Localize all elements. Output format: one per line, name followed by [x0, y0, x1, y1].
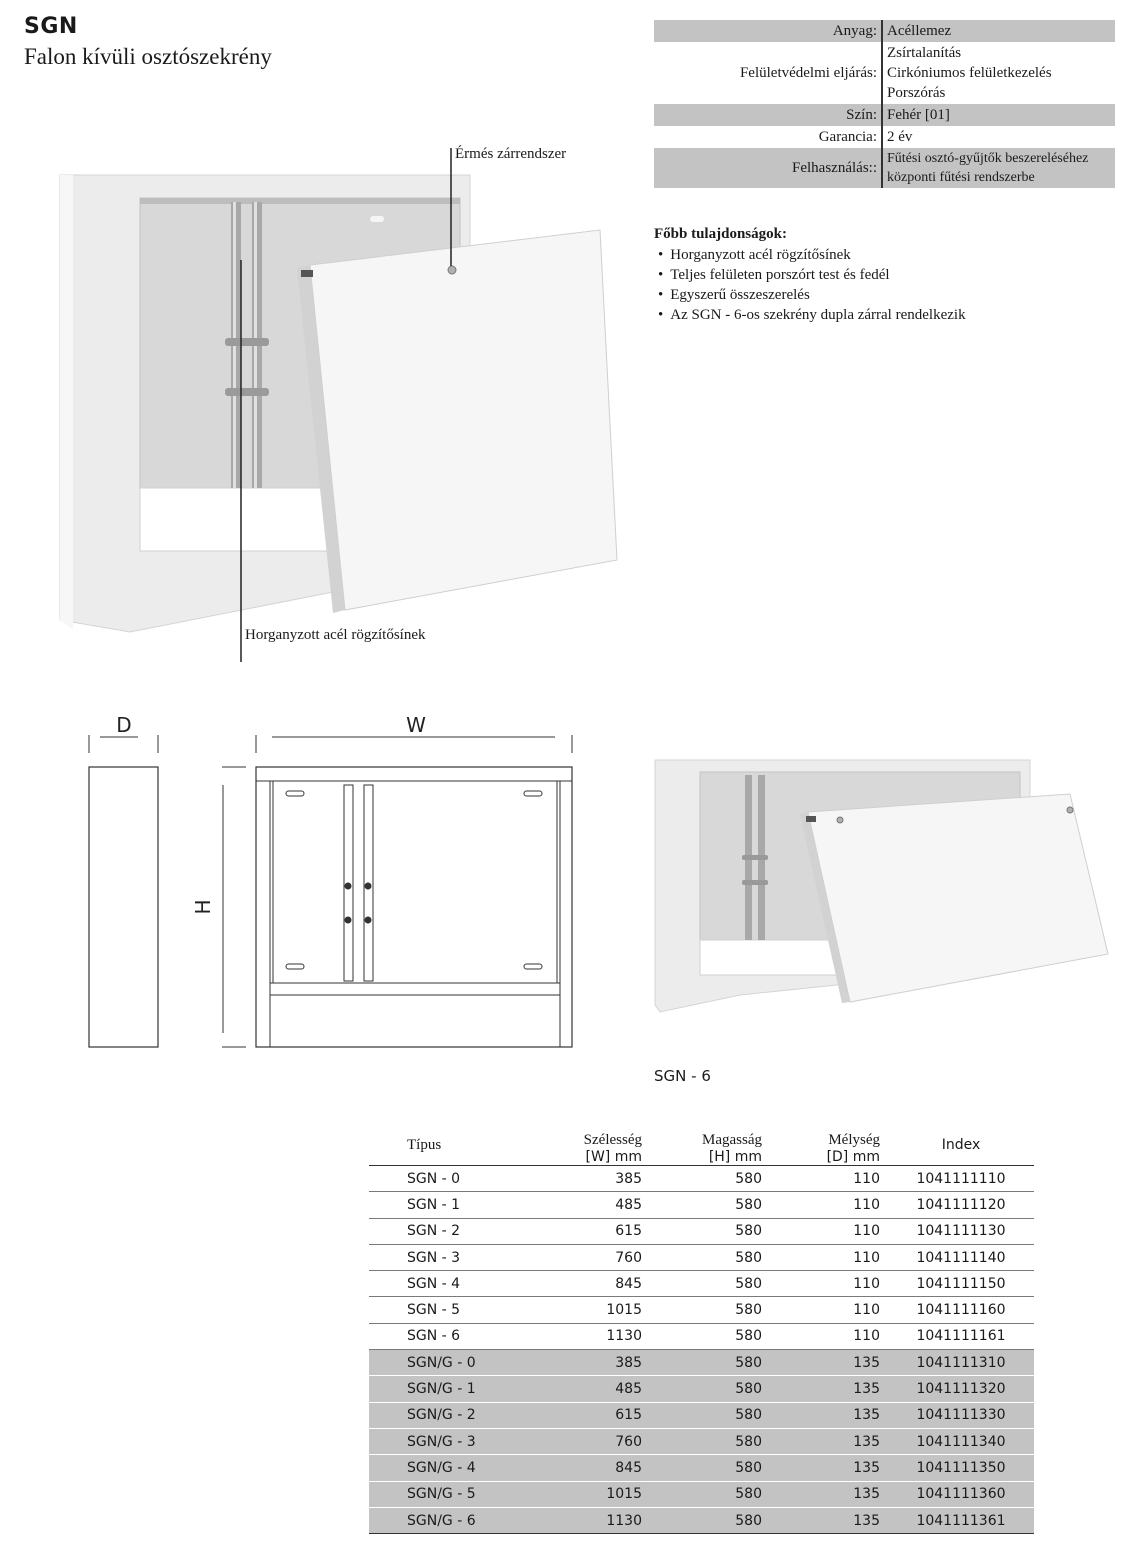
cell-depth: 135: [770, 1455, 888, 1481]
cabinet-photo-sgn6: [650, 750, 1120, 1020]
cell-type: SGN/G - 3: [369, 1428, 547, 1454]
spec-value-line: Porszórás: [887, 85, 946, 101]
cell-width: 760: [547, 1428, 652, 1454]
cell-index: 1041111161: [888, 1323, 1034, 1349]
cell-width: 845: [547, 1455, 652, 1481]
table-row: [369, 1297, 1034, 1323]
cell-index: 1041111160: [888, 1297, 1034, 1323]
cell-height: 580: [652, 1244, 770, 1270]
side-view-drawing: [89, 713, 158, 1047]
spec-value-line: Acéllemez: [887, 23, 952, 39]
cell-index: 1041111340: [888, 1428, 1034, 1454]
cell-index: 1041111320: [888, 1376, 1034, 1402]
cell-depth: 110: [770, 1218, 888, 1244]
cell-type: SGN - 4: [369, 1271, 547, 1297]
cell-depth: 110: [770, 1271, 888, 1297]
spec-value: [882, 148, 1115, 188]
spec-row: [654, 104, 1115, 126]
cell-type: SGN - 5: [369, 1297, 547, 1323]
cabinet-photo-open: [55, 140, 635, 670]
cell-height: 580: [652, 1218, 770, 1244]
table-row: [369, 1218, 1034, 1244]
rail-label: Horganyzott acél rögzítősínek: [245, 627, 426, 643]
feature-item: • Teljes felületen porszórt test és fedél: [658, 265, 966, 285]
table-row: [369, 1192, 1034, 1218]
table-row: [369, 1323, 1034, 1349]
cell-width: 615: [547, 1218, 652, 1244]
spec-value: [882, 42, 1115, 104]
spec-value: [882, 104, 1115, 126]
spec-key: Garancia:: [654, 126, 882, 148]
features-list: [658, 245, 966, 325]
table-row: [369, 1350, 1034, 1376]
col-height-header: Magasság [H] mm: [652, 1125, 770, 1166]
cell-height: 580: [652, 1507, 770, 1533]
cell-type: SGN - 1: [369, 1192, 547, 1218]
cell-width: 845: [547, 1271, 652, 1297]
spec-table: [654, 20, 1115, 188]
spec-value-line: Fűtési osztó-gyűjtők beszereléséhez: [887, 151, 1089, 166]
cell-width: 485: [547, 1376, 652, 1402]
spec-row: [654, 148, 1115, 188]
col-index-header: Index: [888, 1125, 1034, 1166]
cell-depth: 135: [770, 1481, 888, 1507]
cell-height: 580: [652, 1402, 770, 1428]
cell-type: SGN/G - 1: [369, 1376, 547, 1402]
feature-item: • Horganyzott acél rögzítősínek: [658, 245, 966, 265]
coin-lock-icon: [448, 266, 456, 274]
feature-item: • Az SGN - 6-os szekrény dupla zárral rendelkezik: [658, 305, 966, 325]
cell-width: 615: [547, 1402, 652, 1428]
lock-icon-left: [837, 817, 843, 823]
cell-width: 485: [547, 1192, 652, 1218]
table-row: [369, 1271, 1034, 1297]
cell-width: 385: [547, 1166, 652, 1192]
cell-width: 1015: [547, 1481, 652, 1507]
cell-index: 1041111110: [888, 1166, 1034, 1192]
table-row: [369, 1481, 1034, 1507]
spec-value: [882, 20, 1115, 42]
product-subtitle: Falon kívüli osztószekrény: [24, 44, 272, 69]
table-row: [369, 1376, 1034, 1402]
cell-height: 580: [652, 1350, 770, 1376]
spec-value: [882, 126, 1115, 148]
table-row: [369, 1428, 1034, 1454]
spec-value-line: Cirkóniumos felületkezelés: [887, 65, 1052, 81]
cell-depth: 135: [770, 1376, 888, 1402]
spec-value-line: 2 év: [887, 129, 913, 145]
cell-index: 1041111150: [888, 1271, 1034, 1297]
col-width-header: Szélesség [W] mm: [547, 1125, 652, 1166]
cell-width: 760: [547, 1244, 652, 1270]
cell-depth: 135: [770, 1428, 888, 1454]
features-title: Főbb tulajdonságok:: [654, 226, 787, 242]
cell-width: 1130: [547, 1323, 652, 1349]
spec-row: [654, 126, 1115, 148]
cell-index: 1041111130: [888, 1218, 1034, 1244]
cell-depth: 110: [770, 1297, 888, 1323]
spec-key: Szín:: [654, 104, 882, 126]
sgn6-caption: SGN - 6: [654, 1067, 711, 1085]
spec-value-line: Fehér [01]: [887, 107, 950, 123]
technical-drawing: [80, 705, 580, 1055]
cell-height: 580: [652, 1455, 770, 1481]
cell-type: SGN/G - 0: [369, 1350, 547, 1376]
cell-depth: 110: [770, 1323, 888, 1349]
cell-index: 1041111330: [888, 1402, 1034, 1428]
spec-key: Felületvédelmi eljárás:: [654, 42, 882, 104]
cell-depth: 110: [770, 1192, 888, 1218]
spec-value-line: Zsírtalanítás: [887, 45, 962, 61]
cell-depth: 135: [770, 1507, 888, 1533]
cell-depth: 135: [770, 1350, 888, 1376]
table-row: [369, 1402, 1034, 1428]
cell-height: 580: [652, 1376, 770, 1402]
cabinet-door: [297, 230, 617, 613]
product-code-title: SGN: [24, 14, 78, 39]
cell-index: 1041111140: [888, 1244, 1034, 1270]
cell-height: 580: [652, 1192, 770, 1218]
cell-type: SGN/G - 6: [369, 1507, 547, 1533]
feature-item: • Egyszerű összeszerelés: [658, 285, 966, 305]
cell-type: SGN/G - 5: [369, 1481, 547, 1507]
cell-height: 580: [652, 1297, 770, 1323]
cell-height: 580: [652, 1166, 770, 1192]
col-depth-header: Mélység [D] mm: [770, 1125, 888, 1166]
cell-depth: 135: [770, 1402, 888, 1428]
cell-index: 1041111310: [888, 1350, 1034, 1376]
cell-index: 1041111350: [888, 1455, 1034, 1481]
cell-width: 1130: [547, 1507, 652, 1533]
cell-depth: 110: [770, 1166, 888, 1192]
spec-key: Anyag:: [654, 20, 882, 42]
width-label: W: [406, 713, 426, 737]
cell-type: SGN - 2: [369, 1218, 547, 1244]
spec-value-line: központi fűtési rendszerbe: [887, 170, 1035, 185]
table-row: [369, 1244, 1034, 1270]
cell-type: SGN/G - 4: [369, 1455, 547, 1481]
cell-type: SGN - 3: [369, 1244, 547, 1270]
cell-width: 385: [547, 1350, 652, 1376]
cell-height: 580: [652, 1481, 770, 1507]
spec-key: Felhasználás::: [654, 148, 882, 188]
cell-index: 1041111360: [888, 1481, 1034, 1507]
cell-type: SGN/G - 2: [369, 1402, 547, 1428]
cell-type: SGN - 0: [369, 1166, 547, 1192]
lock-icon-right: [1067, 807, 1073, 813]
cell-index: 1041111120: [888, 1192, 1034, 1218]
cell-height: 580: [652, 1271, 770, 1297]
product-table: [369, 1125, 1034, 1534]
cell-depth: 110: [770, 1244, 888, 1270]
table-row: [369, 1455, 1034, 1481]
table-row: [369, 1166, 1034, 1192]
spec-row: [654, 20, 1115, 42]
cell-width: 1015: [547, 1297, 652, 1323]
table-row: [369, 1507, 1034, 1533]
coin-lock-label: Érmés zárrendszer: [455, 146, 567, 162]
depth-label: D: [116, 713, 132, 737]
height-label: H: [191, 899, 215, 915]
cell-index: 1041111361: [888, 1507, 1034, 1533]
spec-row: [654, 42, 1115, 104]
col-type-header: Típus: [369, 1125, 547, 1166]
cell-type: SGN - 6: [369, 1323, 547, 1349]
front-view-drawing: [256, 767, 572, 1047]
cell-height: 580: [652, 1428, 770, 1454]
cell-height: 580: [652, 1323, 770, 1349]
